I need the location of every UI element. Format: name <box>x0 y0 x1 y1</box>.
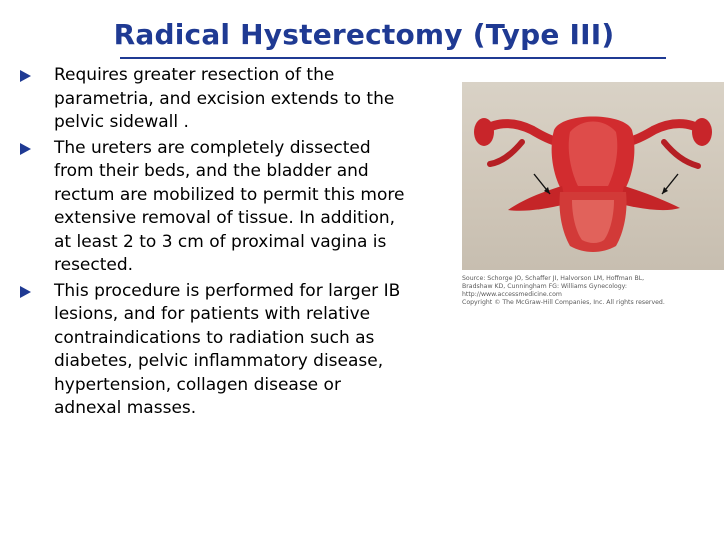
bullet-arrow-icon <box>20 286 31 298</box>
credit-line: http://www.accessmedicine.com <box>462 291 562 298</box>
title-underline <box>120 57 666 59</box>
bullet-item <box>18 280 468 421</box>
credit-line: Copyright © The McGraw-Hill Companies, Inc. All rights reserved. <box>462 299 665 306</box>
bullet-list <box>18 64 468 423</box>
bullet-text: This procedure is performed for larger IB lesions, and for patients with relative contraindications to radiation such as diabetes, pelvic inflammatory disease, hypertension, collagen disease or adnexal masses. <box>54 280 401 418</box>
slide-title: Radical Hysterectomy (Type III) <box>113 18 615 51</box>
specimen-illustration <box>462 82 724 270</box>
bullet-item <box>18 64 468 135</box>
specimen-photo <box>462 82 724 270</box>
bullet-text: Requires greater resection of the parametria, and excision extends to the pelvic sidewall . <box>54 65 395 132</box>
bullet-arrow-icon <box>20 143 31 155</box>
bullet-item <box>18 137 468 278</box>
credit-line: Source: Schorge JO, Schaffer JI, Halvorson LM, Hoffman BL, <box>462 275 645 282</box>
specimen-figure <box>462 82 724 324</box>
bullet-text: The ureters are completely dissected from their beds, and the bladder and rectum are mobilized to permit this more extensive removal of tissue. In addition, at least 2 to 3 cm of proximal vagina is resected. <box>54 137 405 275</box>
credit-line: Bradshaw KD, Cunningham FG: Williams Gynecology: <box>462 283 627 290</box>
figure-credit <box>462 275 724 307</box>
bullet-arrow-icon <box>20 70 31 82</box>
